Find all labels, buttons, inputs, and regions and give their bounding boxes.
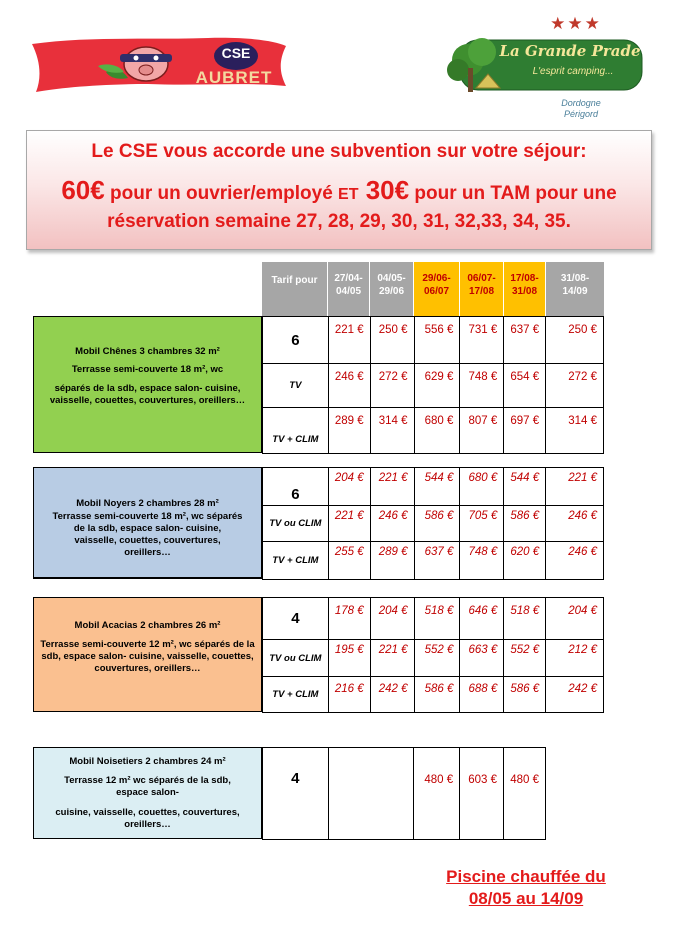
table-row [263,468,604,506]
campsite-region-1: Dordogne [561,98,601,108]
block-line: séparés de la sdb, espace salon- cuisine, vaisselle, couettes, couvertures, oreillers… [49,383,246,406]
option-label: TV + CLIM [263,677,329,713]
block-title: Mobil Acacias 2 chambres 26 m² [74,620,221,631]
price-cell: 654 € [504,364,546,408]
option-label: TV [263,364,329,408]
option-label: TV + CLIM [263,408,329,454]
price-cell: 552 € [414,640,460,677]
price-cell: 289 € [328,408,370,454]
header-period-5 [504,262,546,316]
table-row [263,364,604,408]
price-cell: 637 € [504,317,546,364]
price-cell: 620 € [504,542,546,580]
price-cell: 603 € [460,748,504,840]
banner-line-1: Le CSE vous accorde une subvention sur votre séjour: [91,141,587,162]
period-end: 04/05 [335,286,362,297]
period-end: 29/06 [378,286,405,297]
campsite-tagline: L'esprit camping... [532,66,614,77]
period-end: 31/08 [511,286,538,297]
persons-count: 6 [263,317,329,364]
price-cell: 680 € [460,468,504,506]
price-cell-empty [328,748,414,840]
price-cell: 748 € [460,542,504,580]
price-cell: 586 € [504,677,546,713]
tam-text: pour un TAM pour une [409,183,617,204]
price-cell: 221 € [370,468,414,506]
pool-notice [420,866,632,910]
price-cell: 518 € [414,598,460,640]
mobil-acacias-description [33,597,262,712]
price-cell: 556 € [414,317,460,364]
cse-aubret-logo [28,22,290,102]
pool-notice-line-2: 08/05 au 14/09 [468,889,584,908]
header-period-2 [370,262,414,316]
price-cell: 246 € [328,364,370,408]
price-cell: 637 € [414,542,460,580]
period-start: 17/08- [510,273,539,284]
block-title: Mobil Noisetiers 2 chambres 24 m² [69,756,226,767]
option-label: TV ou CLIM [263,506,329,542]
block-title: Mobil Noyers 2 chambres 28 m² [76,498,219,509]
price-cell: 688 € [460,677,504,713]
price-cell: 204 € [370,598,414,640]
price-cell: 221 € [328,317,370,364]
price-cell: 221 € [546,468,604,506]
price-cell: 178 € [328,598,370,640]
period-start: 04/05- [377,273,406,284]
price-cell: 544 € [414,468,460,506]
header-period-6 [546,262,604,316]
price-cell: 586 € [414,506,460,542]
price-cell: 212 € [546,640,604,677]
price-cell: 518 € [504,598,546,640]
stars-icon: ★★★ [550,14,602,33]
price-cell: 250 € [546,317,604,364]
persons-count: 6 [263,468,329,506]
amount-tam: 30€ [358,175,410,205]
price-cell: 195 € [328,640,370,677]
table-row [263,542,604,580]
price-cell: 552 € [504,640,546,677]
table-row [263,748,546,840]
persons-count: 4 [263,598,329,640]
price-cell: 272 € [370,364,414,408]
mobil-noisetiers-price-table [262,747,546,840]
header-period-1 [328,262,370,316]
table-row [263,598,604,640]
price-cell: 221 € [370,640,414,677]
campsite-name: La Grande Prade [499,42,641,60]
table-row [263,506,604,542]
price-cell: 242 € [546,677,604,713]
period-start: 27/04- [334,273,363,284]
price-cell: 807 € [460,408,504,454]
campsite-region-2: Périgord [563,109,599,119]
table-row [263,640,604,677]
aubret-logo-text: AUBRET [195,68,273,87]
price-cell: 255 € [328,542,370,580]
mobil-chenes-description [33,316,262,453]
period-start: 31/08- [560,273,590,284]
price-cell: 246 € [546,506,604,542]
price-cell: 204 € [328,468,370,506]
price-cell: 250 € [370,317,414,364]
amount-worker: 60€ [61,175,105,205]
block-title: Mobil Chênes 3 chambres 32 m² [75,346,220,357]
table-row [263,317,604,364]
header-period-4 [460,262,504,316]
price-cell: 314 € [370,408,414,454]
price-cell: 480 € [414,748,460,840]
banner-line-3: réservation semaine 27, 28, 29, 30, 31, 32,33, 34, 35. [107,211,571,232]
block-line: Terrasse semi-couverte 12 m², wc séparés de la sdb, espace salon- cuisine, vaisselle, couettes, couvertures, oreillers… [40,639,255,674]
mobil-acacias-price-table [262,597,604,713]
header-period-3 [414,262,460,316]
option-label: TV ou CLIM [263,640,329,677]
mobil-noyers-price-table [262,467,604,580]
price-cell: 697 € [504,408,546,454]
price-cell: 544 € [504,468,546,506]
pool-notice-line-1: Piscine chauffée du [446,867,606,886]
block-line: cuisine, vaisselle, couettes, couvertures, oreillers… [55,807,240,830]
mobil-noyers-description [33,467,262,579]
price-cell: 680 € [414,408,460,454]
price-cell: 705 € [460,506,504,542]
price-cell: 629 € [414,364,460,408]
block-line: Terrasse semi-couverte 18 m², wc séparés de la sdb, espace salon- cuisine, vaisselle, couettes, couvertures, oreillers… [52,511,243,558]
period-end: 14/09 [562,286,588,297]
period-start: 06/07- [467,273,496,284]
table-row [263,677,604,713]
price-cell: 586 € [414,677,460,713]
price-cell: 242 € [370,677,414,713]
price-cell: 586 € [504,506,546,542]
worker-text: pour un ouvrier/employé [104,183,339,204]
price-cell: 204 € [546,598,604,640]
header-tarif-pour: Tarif pour [262,262,328,316]
mobil-noisetiers-description [33,747,262,839]
block-line: Terrasse semi-couverte 18 m², wc [71,364,224,375]
price-cell: 480 € [504,748,546,840]
block-line: Terrasse 12 m² wc séparés de la sdb, espace salon- [64,775,231,798]
option-label: TV + CLIM [263,542,329,580]
subsidy-banner [26,130,652,250]
price-cell: 246 € [370,506,414,542]
price-cell: 289 € [370,542,414,580]
price-cell: 246 € [546,542,604,580]
period-end: 06/07 [423,286,450,297]
cse-logo-text: CSE [221,45,251,61]
price-cell: 748 € [460,364,504,408]
period-start: 29/06- [422,273,451,284]
table-row [263,408,604,454]
price-cell: 314 € [546,408,604,454]
et-word: ET [338,186,359,203]
persons-count: 4 [263,748,329,840]
price-cell: 272 € [546,364,604,408]
mobil-chenes-price-table [262,316,604,454]
price-cell: 663 € [460,640,504,677]
price-cell: 221 € [328,506,370,542]
price-cell: 731 € [460,317,504,364]
price-cell: 646 € [460,598,504,640]
la-grande-prade-logo [446,14,646,124]
price-cell: 216 € [328,677,370,713]
period-end: 17/08 [468,286,495,297]
banner-line-2 [27,175,651,206]
